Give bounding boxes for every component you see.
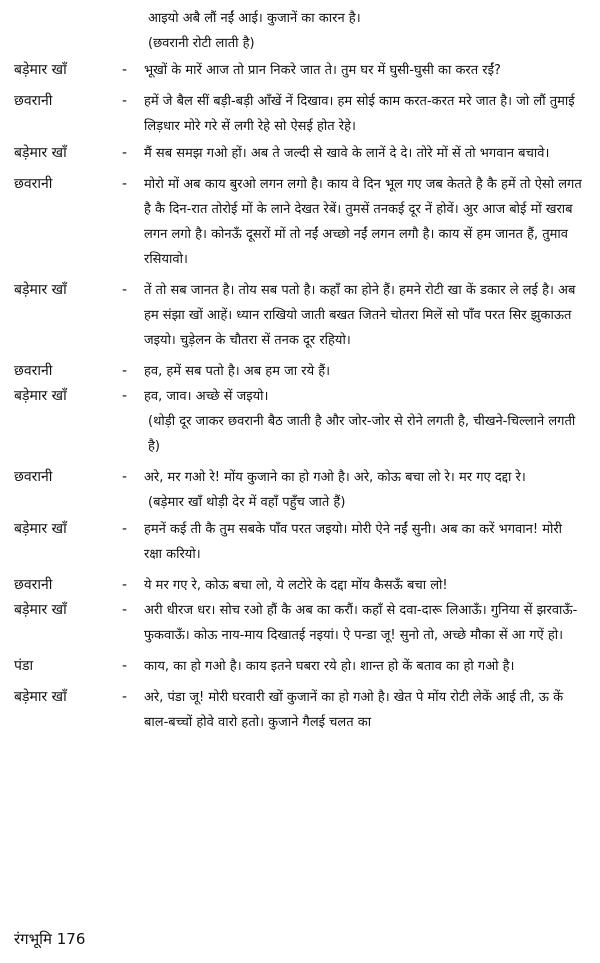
dialogue-row [0, 278, 600, 353]
speaker-name: छवरानी [14, 363, 53, 379]
dialogue-row [0, 89, 600, 139]
dialogue-text: अरे, मर गओ रे! मोंय कुजाने का हो गओ है। अरे, कोऊ बचा लो रे। मर गए दद्दा रे। [144, 470, 526, 485]
speaker-name: छवरानी [14, 176, 53, 192]
dialogue-text: हमनें कई ती कै तुम सबके पाँव परत जइयो। मोरी ऐने नईं सुनी। अब का करें भगवान! मोरी रक्षा करियो। [144, 522, 563, 562]
speaker-name: बड़ेमार खाँ [14, 62, 67, 78]
dialogue-text: अरे, पंडा जू! मोरी घरवारी खों कुजानें का हो गओ है। खेत पे मोंय रोटी लेकें आई ती, ऊ कें बाल-बच्चों होवे वारो हतो। कुजाने गैलई चलत का [144, 690, 564, 730]
speaker-name: बड़ेमार खाँ [14, 282, 67, 298]
dialogue-text: हमें जे बैल सीं बड़ी-बड़ी आँखें नें दिखाव। हम सोई काम करत-करत मरे जात है। जो लौं तुमाई लिड़धार मोरे गरे सें लगी रेहे सो ऐसई होत रेहे। [144, 94, 575, 134]
dialogue-row [0, 359, 600, 384]
speaker-name: बड़ेमार खाँ [14, 521, 67, 537]
dialogue-text: अरी धीरज धर। सोच रओ हौं कै अब का करौं। कहाँ से दवा-दारू लिआऊँ। गुनिया सें झरवाऊँ-फुकवाऊँ। कोऊ नाय-माय दिखातई नइयां। ऐ पन्डा जू! सुनो तो, अच्छे मौका सें आ गऐं हो। [144, 603, 578, 643]
speaker-name: बड़ेमार खाँ [14, 602, 67, 618]
speaker-name: बड़ेमार खाँ [14, 388, 67, 404]
dash-separator: - [122, 282, 128, 298]
speaker-name: छवरानी [14, 93, 53, 109]
dialogue-text: हव, हमें सब पतो है। अब हम जा रये हैं। [144, 364, 331, 379]
dash-separator: - [122, 602, 128, 618]
speaker-name: बड़ेमार खाँ [14, 689, 67, 705]
dialogue-text: भूखों के मारें आज तो प्रान निकरे जात ते। तुम घर में घुसी-घुसी का करत रईं? [144, 63, 501, 78]
dialogue-text: मोरो मों अब काय बुरओ लगन लगो है। काय वे दिन भूल गए जब केतते है कै हमें तो ऐसो लगत है कै दिन-रात तोरोई मों के लाने देखत रेबें। तुमसें तनकई दूर नें होवें। अुर आज बोई मों खराब लगन लगो है। कोनऊँ दूसरों मों तो नईं अच्छो नईं लगन लगौ है। काय सें हम जानत हैं, तुमाव रसियावो। [144, 177, 582, 267]
dialogue-row [0, 384, 600, 409]
dash-separator: - [122, 93, 128, 109]
dialogue-row [0, 517, 600, 567]
dialogue-row [0, 141, 600, 166]
dialogue-row [0, 465, 600, 490]
dialogue-row [0, 685, 600, 735]
stage-direction: (छवरानी रोटी लाती है) [148, 36, 255, 51]
dash-separator: - [122, 689, 128, 705]
dash-separator: - [122, 62, 128, 78]
dialogue-row [0, 654, 600, 679]
dash-separator: - [122, 521, 128, 537]
dash-separator: - [122, 176, 128, 192]
dialogue-row [0, 172, 600, 272]
stage-direction: (थोड़ी दूर जाकर छवरानी बैठ जाती है और जोर-जोर से रोने लगती है, चीखने-चिल्लाने लगती है) [148, 414, 576, 454]
dialogue-row [0, 598, 600, 648]
dialogue-text: हव, जाव। अच्छे सें जइयो। [144, 389, 269, 404]
dash-separator: - [122, 145, 128, 161]
speaker-name: छवरानी [14, 577, 53, 593]
dialogue-text: ये मर गए रे, कोऊ बचा लो, ये लटोरे के दद्दा मोंय कैसऊँ बचा लो! [144, 578, 448, 593]
dash-separator: - [122, 388, 128, 404]
page-footer: रंगभूमि 176 [14, 930, 86, 948]
continuation-line: आइयो अबै लौं नईं आई। कुजानें का कारन है। [148, 11, 361, 26]
play-script-page [0, 6, 600, 735]
dialogue-row [0, 58, 600, 83]
dash-separator: - [122, 363, 128, 379]
dash-separator: - [122, 577, 128, 593]
speaker-name: बड़ेमार खाँ [14, 145, 67, 161]
speaker-name: छवरानी [14, 469, 53, 485]
dash-separator: - [122, 469, 128, 485]
stage-direction: (बड़ेमार खाँ थोड़ी देर में वहाँ पहुँच जाते हैं) [148, 495, 346, 510]
speaker-name: पंडा [14, 658, 34, 674]
dialogue-text: काय, का हो गओ है। काय इतने घबरा रये हो। शान्त हो कें बताव का हो गओ है। [144, 659, 515, 674]
dialogue-row [0, 573, 600, 598]
dialogue-text: तें तो सब जानत है। तोय सब पतो है। कहाँ का होने हैं। हमने रोटी खा कें डकार ले लई है। अब हम संझा खों आहें। ध्यान राखियो जाती बखत जितने चोतरा मिलें सो पाँव परत सिर झुकाऊत जइयो। चुड़ेलन के चौतरा सें तनक दूर रहियो। [144, 283, 576, 348]
dialogue-text: मैं सब समझ गओ हों। अब ते जल्दी से खावे के लानें दे दे। तोरे मों सें तो भगवान बचावे। [144, 146, 550, 161]
dash-separator: - [122, 658, 128, 674]
